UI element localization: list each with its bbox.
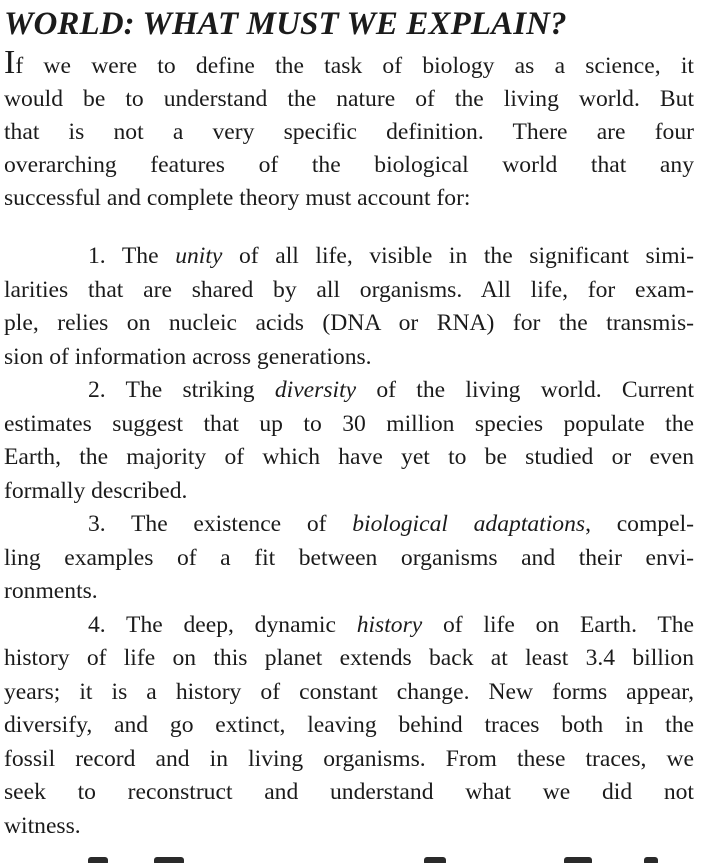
drop-cap: I <box>4 44 16 81</box>
ink-fragment <box>424 857 446 863</box>
item-line: 3. The existence of biological adaptations, compel- <box>88 511 694 537</box>
intro-line: overarching features of the biological world that any <box>4 152 694 178</box>
item-number: 2. <box>88 377 106 403</box>
emphasis: biological adaptations <box>352 511 586 537</box>
item-number: 4. <box>88 611 106 638</box>
item-number: 1. <box>88 243 106 269</box>
item-line: history of life on this planet extends back at least 3.4 billion <box>4 645 694 671</box>
intro-line: If we were to define the task of biology as a science, it <box>4 44 694 81</box>
item-line: 1. The unity of all life, visible in the significant simi- <box>88 243 694 269</box>
item-line: 4. The deep, dynamic history of life on Earth. The <box>88 611 694 638</box>
item-line: Earth, the majority of which have yet to be studied or even <box>4 444 694 470</box>
intro-paragraph <box>4 44 694 215</box>
intro-line: that is not a very specific definition. There are four <box>4 119 694 145</box>
item-line: seek to reconstruct and understand what we did not <box>4 779 694 805</box>
item-line: estimates suggest that up to 30 million species populate the <box>4 410 694 437</box>
emphasis: history <box>356 611 423 638</box>
item-line: 2. The striking diversity of the living world. Current <box>88 377 694 403</box>
item-line: ling examples of a fit between organisms and their envi- <box>4 544 694 571</box>
item-line: fossil record and in living organisms. From these traces, we <box>4 745 694 772</box>
cut-off-next-line <box>4 845 694 863</box>
section-heading: WORLD: WHAT MUST WE EXPLAIN? <box>4 6 567 42</box>
item-line: ple, relies on nucleic acids (DNA or RNA) for the transmis- <box>4 310 694 336</box>
item-number: 3. <box>88 511 106 537</box>
item-line: formally described. <box>4 477 188 504</box>
ink-fragment <box>564 857 592 863</box>
feature-item-adaptations <box>4 508 694 609</box>
emphasis: unity <box>175 243 223 269</box>
item-line: witness. <box>4 812 81 839</box>
item-line: diversify, and go extinct, leaving behind traces both in the <box>4 712 694 738</box>
intro-line: successful and complete theory must account for: <box>4 185 471 211</box>
item-line: ronments. <box>4 578 98 604</box>
intro-line: would be to understand the nature of the living world. But <box>4 86 694 112</box>
item-line: larities that are shared by all organisms. All life, for exam- <box>4 276 694 303</box>
item-line: years; it is a history of constant change. New forms appear, <box>4 678 694 705</box>
features-list <box>4 240 694 843</box>
ink-fragment <box>644 857 658 863</box>
feature-item-history <box>4 609 694 844</box>
cut-off-previous-line <box>0 0 712 2</box>
emphasis: diversity <box>274 377 357 403</box>
ink-fragment <box>154 857 184 863</box>
feature-item-diversity <box>4 374 694 508</box>
feature-item-unity <box>4 240 694 374</box>
ink-fragment <box>88 857 108 863</box>
item-line: sion of information across generations. <box>4 343 372 370</box>
